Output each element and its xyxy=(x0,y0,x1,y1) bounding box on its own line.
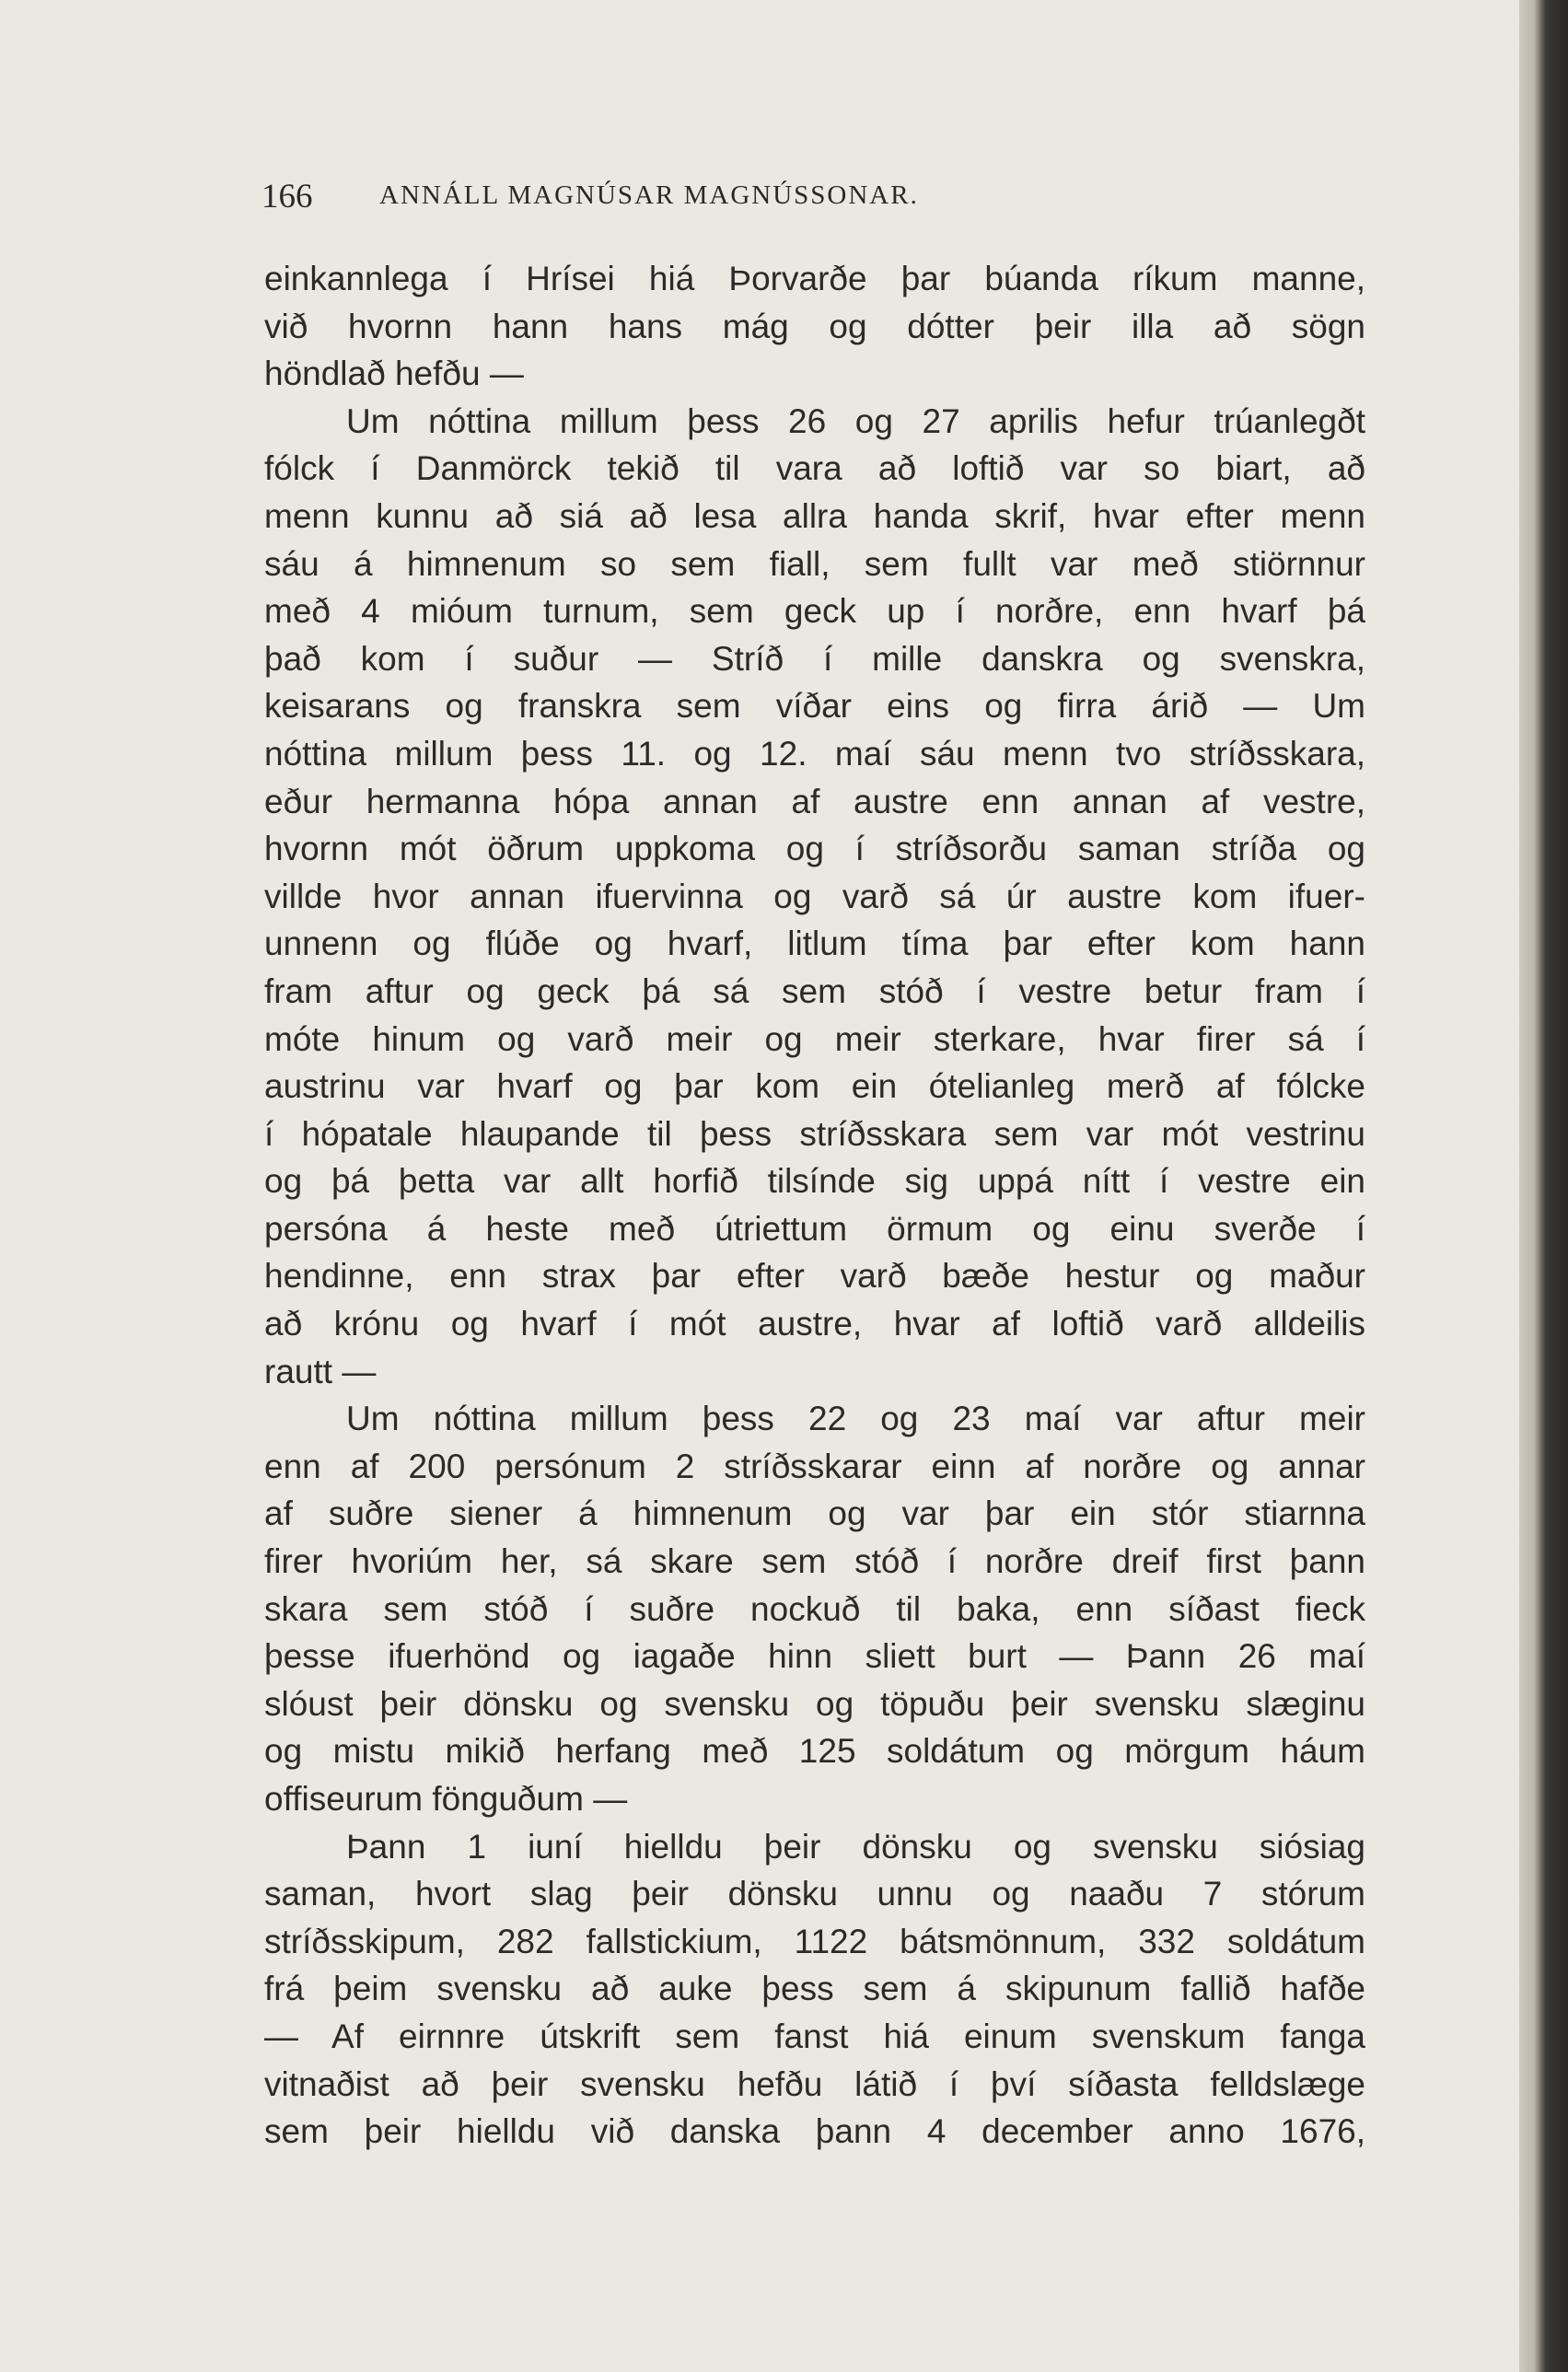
text-line: eður hermanna hópa annan af austre enn annan af vestre, xyxy=(264,782,1365,820)
text-line: enn af 200 persónum 2 stríðsskarar einn af norðre og annar xyxy=(264,1447,1365,1485)
text-line: og þá þetta var allt horfið tilsínde sig uppá nítt í vestre ein xyxy=(264,1162,1365,1201)
text-line: sáu á himnenum so sem fiall, sem fullt var með stiörnnur xyxy=(264,544,1365,583)
text-line: stríðsskipum, 282 fallstickium, 1122 bátsmönnum, 332 soldátum xyxy=(264,1922,1365,1960)
text-line: Um nóttina millum þess 22 og 23 maí var aftur meir xyxy=(346,1400,1365,1438)
text-line: vitnaðist að þeir svensku hefðu látið í því síðasta felldslæge xyxy=(264,2064,1365,2103)
text-line: persóna á heste með útriettum örmum og einu sverðe í xyxy=(264,1209,1365,1248)
text-line: í hópatale hlaupande til þess stríðsskara sem var mót vestrinu xyxy=(264,1114,1365,1153)
text-line: hvornn mót öðrum uppkoma og í stríðsorðu saman stríða og xyxy=(264,830,1365,868)
text-line: keisarans og franskra sem víðar eins og firra árið — Um xyxy=(264,687,1365,726)
text-line: austrinu var hvarf og þar kom ein ótelianleg merð af fólcke xyxy=(264,1067,1365,1106)
text-line: einkannlega í Hrísei hiá Þorvarðe þar búanda ríkum manne, xyxy=(264,260,1365,297)
body-text xyxy=(264,255,1365,2156)
text-line: skara sem stóð í suðre nockuð til baka, enn síðast fieck xyxy=(264,1589,1365,1628)
text-line: hendinne, enn strax þar efter varð bæðe hestur og maður xyxy=(264,1257,1365,1296)
text-line: fram aftur og geck þá sá sem stóð í vestre betur fram í xyxy=(264,971,1365,1010)
text-line: saman, hvort slag þeir dönsku unnu og naaðu 7 stórum xyxy=(264,1875,1365,1913)
text-line: firer hvoriúm her, sá skare sem stóð í norðre dreif first þann xyxy=(264,1542,1365,1581)
text-line: menn kunnu að siá að lesa allra handa skrif, hvar efter menn xyxy=(264,496,1365,535)
text-line: slóust þeir dönsku og svensku og töpuðu þeir svensku slæginu xyxy=(264,1684,1365,1723)
text-line: unnenn og flúðe og hvarf, litlum tíma þar efter kom hann xyxy=(264,924,1365,963)
text-line: — Af eirnnre útskrift sem fanst hiá einum svenskum fanga xyxy=(264,2017,1365,2055)
page-number: 166 xyxy=(261,178,313,215)
text-line: móte hinum og varð meir og meir sterkare, hvar firer sá í xyxy=(264,1019,1365,1058)
page-edge-shadow xyxy=(1519,0,1568,2372)
text-line: offiseurum fönguðum — xyxy=(264,1780,628,1818)
text-line: sem þeir hielldu við danska þann 4 december anno 1676, xyxy=(264,2112,1365,2151)
text-line: þesse ifuerhönd og iagaðe hinn sliett burt — Þann 26 maí xyxy=(264,1637,1365,1676)
text-line: villde hvor annan ifuervinna og varð sá úr austre kom ifuer- xyxy=(264,877,1365,915)
text-line: Um nóttina millum þess 26 og 27 aprilis hefur trúanlegðt xyxy=(346,401,1365,440)
text-line: rautt — xyxy=(264,1352,377,1390)
text-line: nóttina millum þess 11. og 12. maí sáu menn tvo stríðsskara, xyxy=(264,734,1365,773)
page-header xyxy=(261,177,1366,232)
text-line: að krónu og hvarf í mót austre, hvar af loftið varð alldeilis xyxy=(264,1305,1365,1343)
text-line: með 4 mióum turnum, sem geck up í norðre, enn hvarf þá xyxy=(264,592,1365,631)
text-line: Þann 1 iuní hielldu þeir dönsku og svensku siósiag xyxy=(346,1827,1365,1866)
text-line: fólck í Danmörck tekið til vara að loftið var so biart, að xyxy=(264,449,1365,488)
text-line: frá þeim svensku að auke þess sem á skipunum fallið hafðe xyxy=(264,1970,1365,2008)
text-line: af suðre siener á himnenum og var þar ein stór stiarnna xyxy=(264,1494,1365,1533)
text-line: við hvornn hann hans mág og dótter þeir illa að sögn xyxy=(264,307,1365,345)
text-line: það kom í suður — Stríð í mille danskra og svenskra, xyxy=(264,639,1365,678)
text-line: höndlað hefðu — xyxy=(264,355,524,393)
running-head: ANNÁLL MAGNÚSAR MAGNÚSSONAR. xyxy=(379,180,919,210)
text-line: og mistu mikið herfang með 125 soldátum og mörgum háum xyxy=(264,1732,1365,1771)
